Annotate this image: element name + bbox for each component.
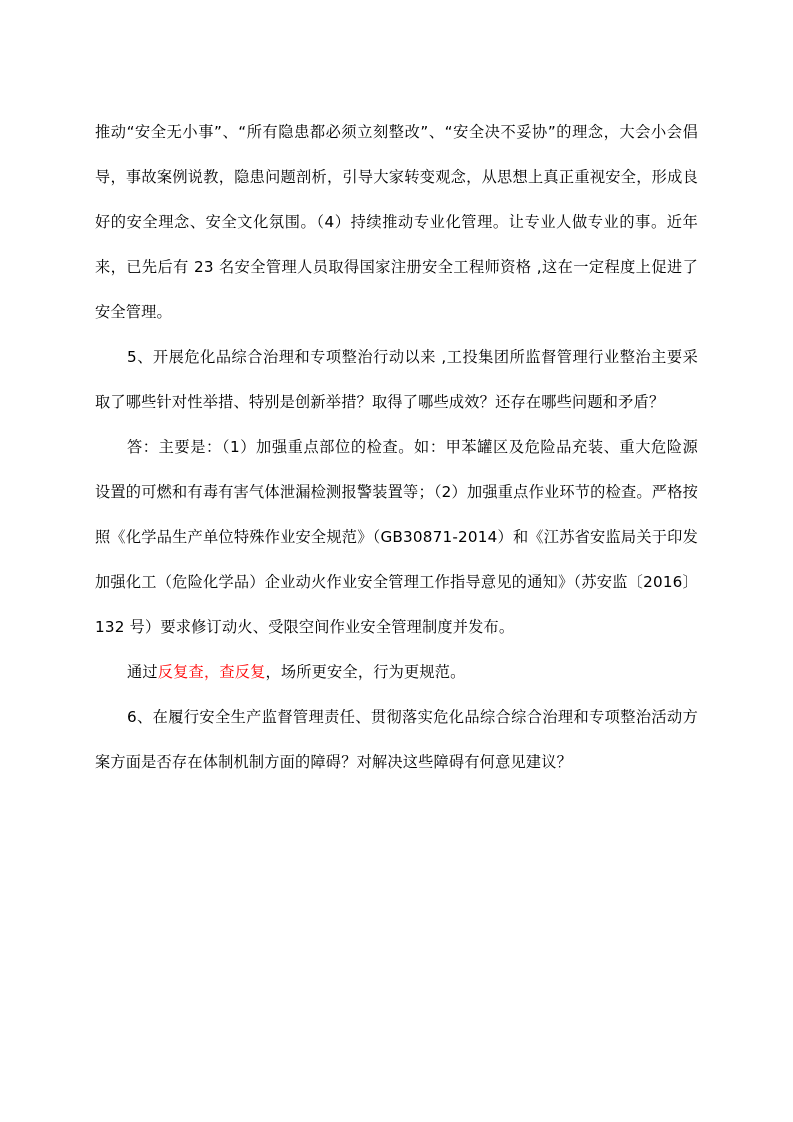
- paragraph-1-text: 推动“安全无小事”、“所有隐患都必须立刻整改”、“安全决不妥协”的理念，大会小会倡导，事故案例说教，隐患问题剖析，引导大家转变观念，从思想上真正重视安全，形成良好的安全理念、安全文化氛围。（4）持续推动专业化管理。让专业人做专业的事。近年来，已先后有 23 名安全管理人员取得国家注册安全工程师资格 ,这在一定程度上促进了安全管理。: [95, 123, 698, 321]
- document-body: [95, 110, 698, 785]
- paragraph-4-highlighted-text: 反复查，查反复: [157, 663, 266, 681]
- paragraph-4-text-lead: 通过: [127, 663, 158, 681]
- paragraph-3-text: 答：主要是：（1）加强重点部位的检查。如：甲苯罐区及危险品充装、重大危险源设置的可燃和有毒有害气体泄漏检测报警装置等；（2）加强重点作业环节的检查。严格按照《化学品生产单位特殊作业安全规范》（GB30871-2014）和《江苏省安监局关于印发加强化工（危险化学品）企业动火作业安全管理工作指导意见的通知》（苏安监〔2016〕132 号）要求修订动火、受限空间作业安全管理制度并发布。: [95, 438, 698, 636]
- paragraph-1: [95, 110, 698, 335]
- paragraph-2-question-5: [95, 335, 698, 425]
- paragraph-4-text-tail: ，场所更安全，行为更规范。: [265, 663, 466, 681]
- paragraph-5-text: 6、在履行安全生产监督管理责任、贯彻落实危化品综合综合治理和专项整治活动方案方面是否存在体制机制方面的障碍？对解决这些障碍有何意见建议？: [95, 708, 698, 771]
- paragraph-4-summary: [95, 650, 698, 695]
- paragraph-5-question-6: [95, 695, 698, 785]
- paragraph-2-text: 5、开展危化品综合治理和专项整治行动以来 ,工投集团所监督管理行业整治主要采取了哪些针对性举措、特别是创新举措？取得了哪些成效？还存在哪些问题和矛盾？: [95, 348, 698, 411]
- paragraph-3-answer: [95, 425, 698, 650]
